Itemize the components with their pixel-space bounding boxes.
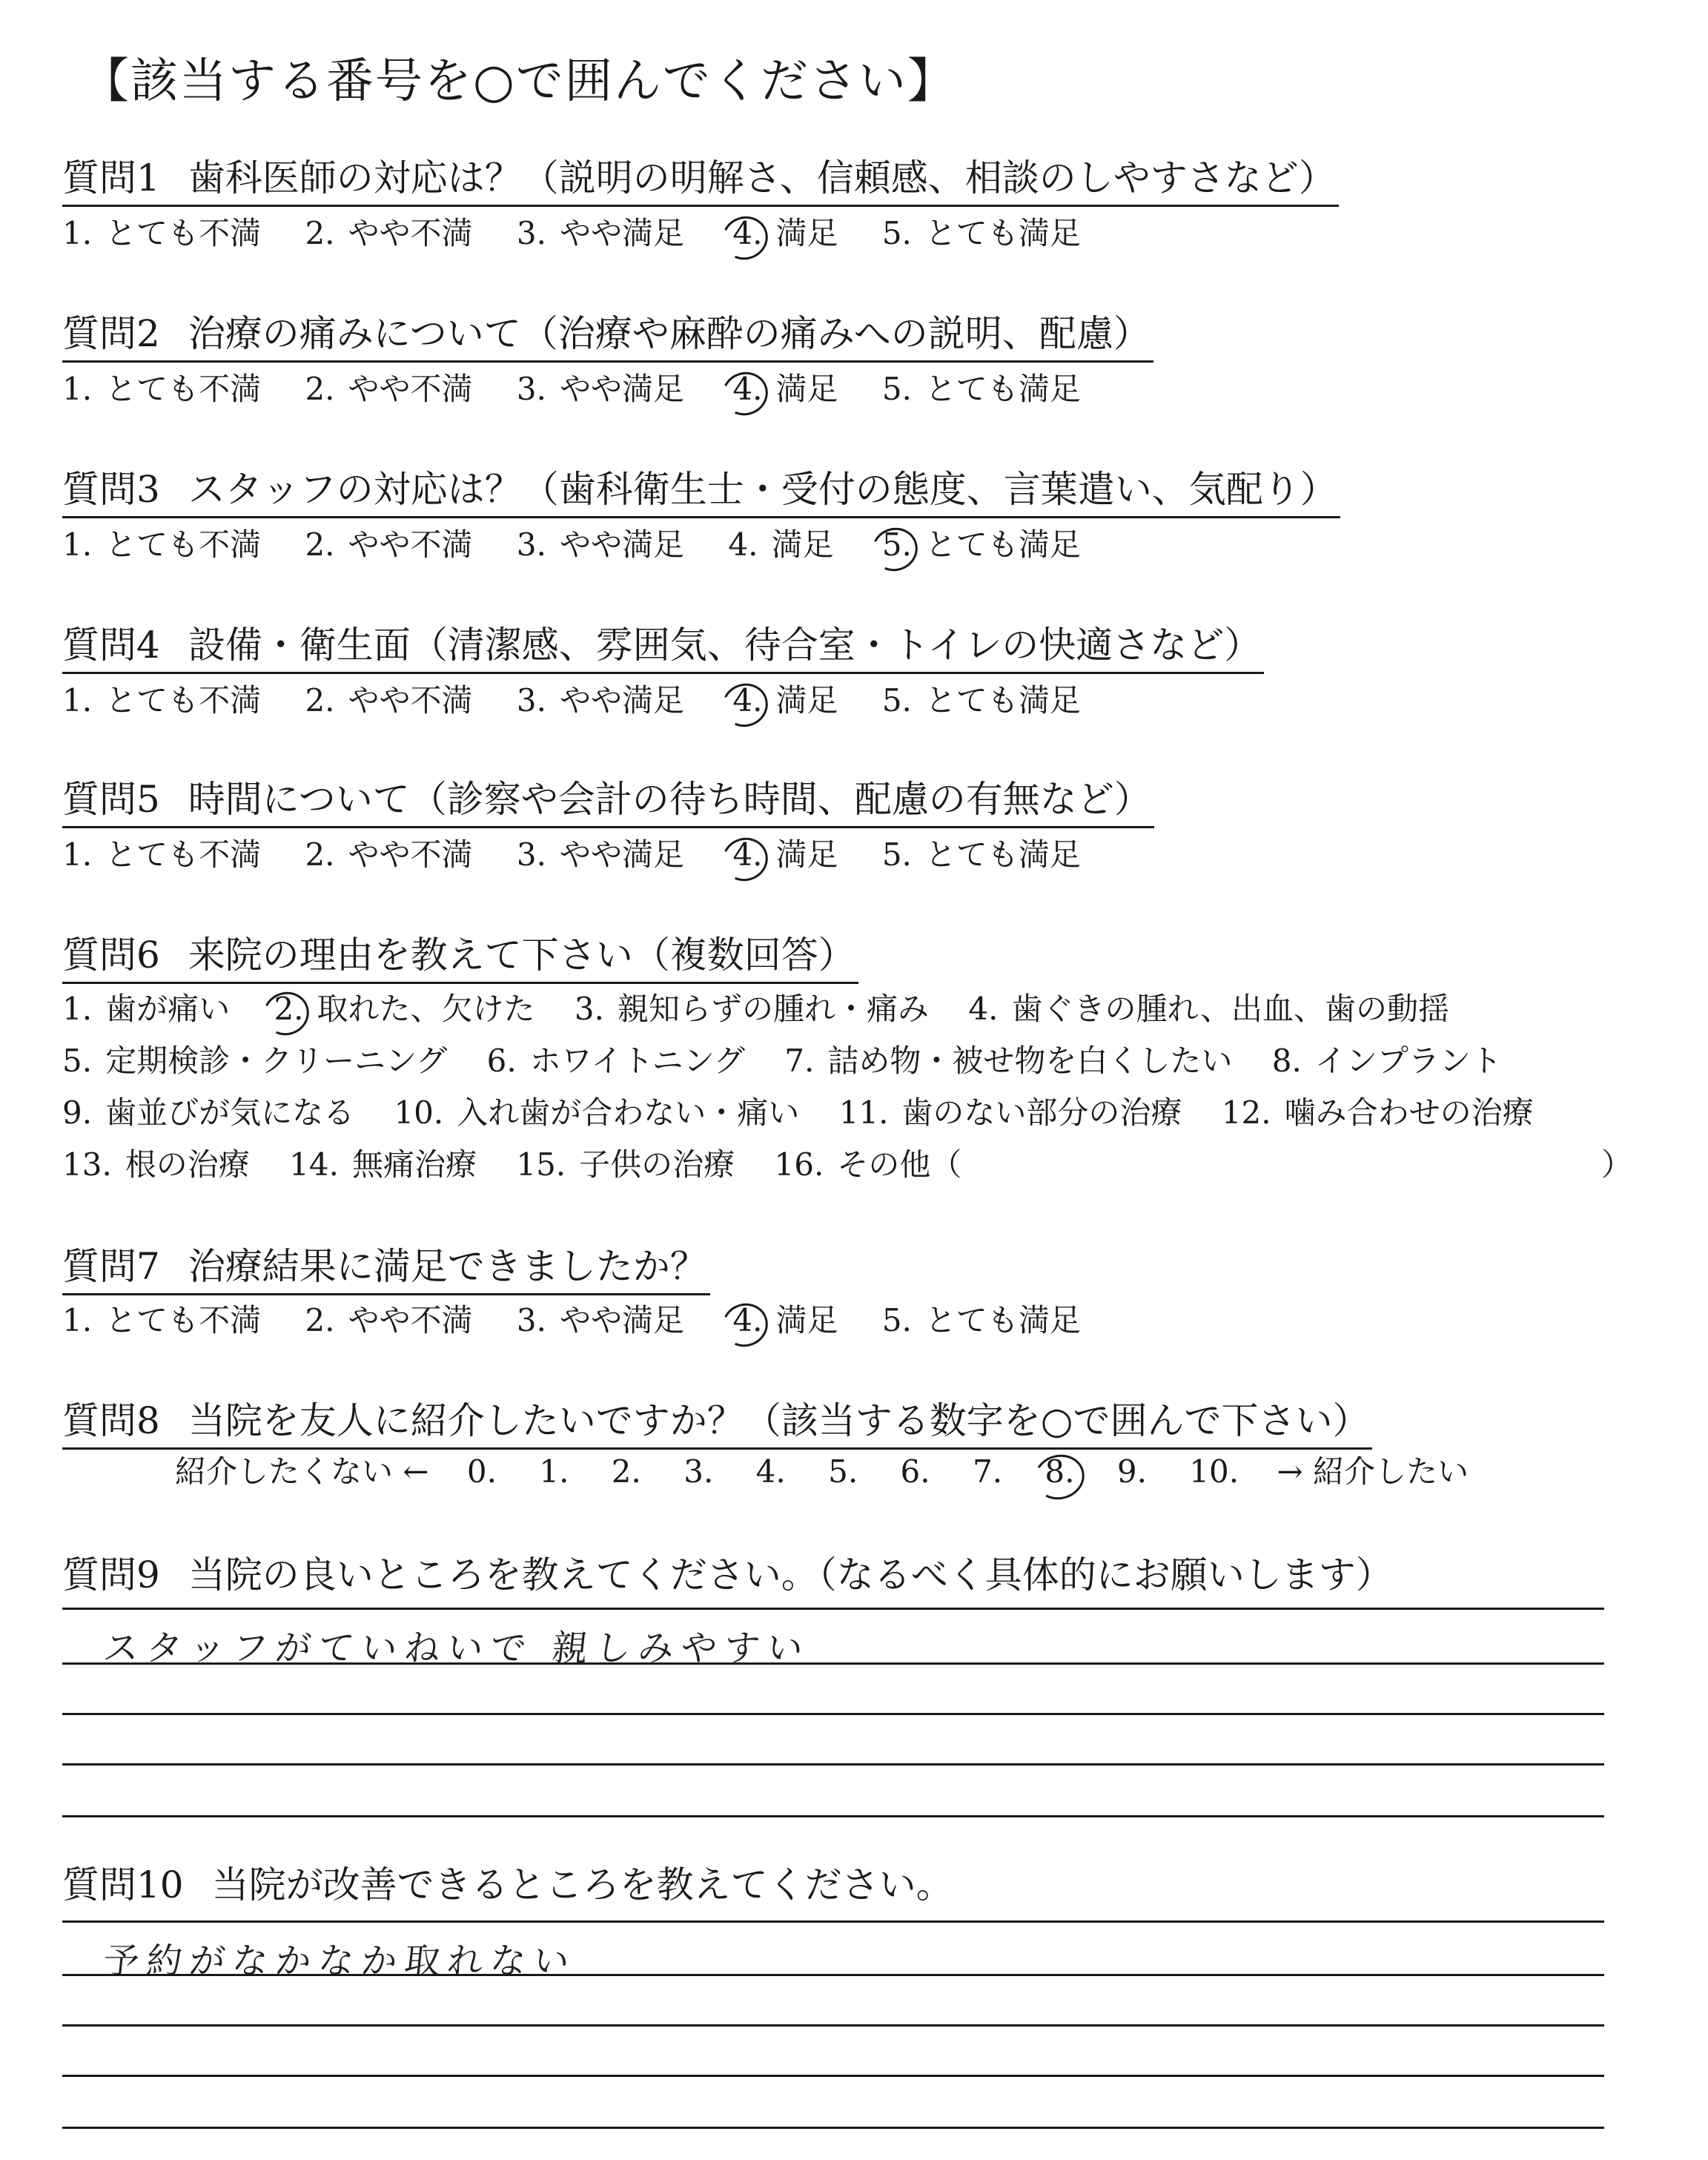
- question-8-title: [62, 1391, 1372, 1450]
- q4-option-3[interactable]: [517, 676, 684, 721]
- question-6-row-4: [62, 1140, 991, 1185]
- option-number: 3.: [516, 526, 546, 563]
- option-label: とても満足: [924, 371, 1081, 407]
- option-label: やや満足: [559, 836, 684, 873]
- q6-option-12[interactable]: [1222, 1089, 1534, 1133]
- option-label: やや不満: [348, 1302, 473, 1338]
- q4-option-2[interactable]: [305, 676, 472, 721]
- option-number: 14.: [289, 1146, 339, 1183]
- q1-option-2[interactable]: [305, 209, 472, 254]
- option-label: 定期検診・クリーニング: [105, 1043, 448, 1079]
- scale-2[interactable]: 2.: [611, 1453, 641, 1490]
- q6-option-3[interactable]: [575, 985, 929, 1029]
- question-5-options: [62, 830, 1115, 875]
- question-6-text: 来院の理由を教えて下さい（複数回答）: [188, 934, 855, 977]
- q6-option-4[interactable]: [968, 985, 1449, 1029]
- option-label: とても満足: [924, 1302, 1081, 1338]
- recommend-scale: [163, 1447, 1480, 1492]
- option-number: 2.: [305, 526, 335, 563]
- scale-0[interactable]: 0.: [466, 1453, 497, 1490]
- option-label: 根の治療: [125, 1146, 250, 1183]
- question-1-options: [62, 209, 1115, 254]
- option-label: やや満足: [559, 682, 684, 719]
- q3-option-5-circled[interactable]: [878, 521, 1081, 565]
- scale-9[interactable]: 9.: [1116, 1453, 1147, 1490]
- option-label: とても不満: [105, 526, 262, 563]
- q7-option-5[interactable]: [882, 1296, 1081, 1341]
- question-7-text: 治療結果に満足できましたか？: [188, 1245, 707, 1288]
- option-number: 10.: [394, 1094, 444, 1131]
- question-6-row-2: [62, 1037, 1532, 1081]
- option-number: 5.: [881, 215, 912, 251]
- option-label: 詰め物・被せ物を白くしたい: [827, 1043, 1233, 1079]
- scale-left-label: 紹介したくない ←: [175, 1453, 429, 1490]
- option-label: 取れた、欠けた: [317, 991, 535, 1027]
- q1-option-4-circled[interactable]: [728, 209, 838, 254]
- option-label: 満足: [775, 371, 838, 407]
- option-number: 13.: [62, 1146, 112, 1183]
- option-label: 歯並びが気になる: [105, 1094, 355, 1131]
- option-label: やや満足: [559, 526, 684, 563]
- q9-handwritten-answer[interactable]: スタッフがていねいで 親しみやすい: [101, 1628, 812, 1669]
- option-number: 5.: [881, 682, 912, 719]
- q6-option-15[interactable]: [516, 1140, 735, 1185]
- question-7-options: [62, 1296, 1115, 1341]
- option-label: 歯のない部分の治療: [901, 1094, 1182, 1131]
- question-1-label: 質問1: [62, 156, 160, 199]
- option-number: 9.: [62, 1094, 93, 1131]
- option-number: 4.: [732, 215, 763, 251]
- q6-option-1[interactable]: [62, 985, 230, 1029]
- option-label: やや不満: [348, 371, 473, 407]
- option-number: 2.: [305, 371, 335, 407]
- option-number: 5.: [881, 526, 912, 563]
- question-4-label: 質問4: [62, 624, 160, 667]
- q1-option-3[interactable]: [517, 209, 684, 254]
- q2-option-1[interactable]: [62, 365, 261, 409]
- option-label: 満足: [775, 1302, 838, 1338]
- q6-option-14[interactable]: [289, 1140, 477, 1185]
- option-label: 入れ歯が合わない・痛い: [457, 1094, 800, 1131]
- scale-7[interactable]: 7.: [972, 1453, 1003, 1490]
- question-5-text: 時間について（診察や会計の待ち時間、配慮の有無など）: [188, 778, 1151, 821]
- question-3-label: 質問3: [62, 468, 160, 511]
- option-number: 6.: [486, 1043, 517, 1079]
- scale-5[interactable]: 5.: [828, 1453, 858, 1490]
- option-label: 満足: [775, 682, 838, 719]
- question-6-row-1: [62, 985, 1479, 1029]
- option-label: とても満足: [924, 682, 1081, 719]
- option-label: とても満足: [924, 836, 1081, 873]
- option-label: その他（: [837, 1146, 962, 1183]
- question-3-text: スタッフの対応は？（歯科衛生士・受付の態度、言葉遣い、気配り）: [188, 468, 1337, 511]
- q5-option-3[interactable]: [517, 830, 684, 875]
- option-number: 4.: [732, 1302, 763, 1338]
- q6-other-close-paren: ）: [1601, 1146, 1633, 1183]
- question-1-text: 歯科医師の対応は？（説明の明解さ、信頼感、相談のしやすさなど）: [188, 156, 1336, 199]
- scale-8-circled[interactable]: 8.: [1045, 1453, 1075, 1490]
- option-number: 2.: [274, 991, 304, 1027]
- option-number: 4.: [732, 836, 763, 873]
- q9-answer-line-4: [62, 1763, 1604, 1766]
- option-label: とても不満: [105, 682, 262, 719]
- q2-option-4-circled[interactable]: [728, 365, 838, 409]
- option-number: 2.: [305, 215, 335, 251]
- q7-option-2[interactable]: [305, 1296, 472, 1341]
- question-2-text: 治療の痛みについて（治療や麻酔の痛みへの説明、配慮）: [188, 312, 1151, 355]
- option-number: 16.: [774, 1146, 824, 1183]
- q4-option-1[interactable]: [62, 676, 261, 721]
- option-label: とても満足: [924, 526, 1081, 563]
- q3-option-1[interactable]: [62, 521, 261, 565]
- question-5-label: 質問5: [62, 778, 160, 821]
- scale-6[interactable]: 6.: [900, 1453, 930, 1490]
- q10-answer-line-4: [62, 2075, 1604, 2077]
- option-number: 4.: [732, 682, 763, 719]
- question-10-label: 質問10: [62, 1863, 184, 1906]
- option-number: 2.: [305, 1302, 335, 1338]
- q6-option-7[interactable]: [784, 1037, 1232, 1081]
- q7-option-3[interactable]: [517, 1296, 684, 1341]
- q5-option-1[interactable]: [62, 830, 261, 875]
- option-label: 噛み合わせの治療: [1284, 1094, 1534, 1131]
- question-6-title: [62, 925, 858, 984]
- option-label: やや不満: [348, 836, 473, 873]
- q1-option-5[interactable]: [882, 209, 1081, 254]
- option-number: 1.: [62, 371, 93, 407]
- option-label: 歯ぐきの腫れ、出血、歯の動揺: [1011, 991, 1449, 1027]
- option-number: 5.: [62, 1043, 93, 1079]
- option-number: 3.: [516, 215, 546, 251]
- q6-option-5[interactable]: [62, 1037, 447, 1081]
- option-label: やや不満: [348, 682, 473, 719]
- option-label: とても不満: [105, 371, 262, 407]
- option-label: やや満足: [559, 215, 684, 251]
- q9-answer-line-3: [62, 1713, 1604, 1715]
- q3-option-4[interactable]: [728, 521, 833, 565]
- q6-option-11[interactable]: [839, 1089, 1182, 1133]
- option-number: 3.: [516, 1302, 546, 1338]
- scale-10[interactable]: 10.: [1189, 1453, 1239, 1490]
- option-label: 満足: [775, 836, 838, 873]
- option-number: 5.: [881, 1302, 912, 1338]
- option-label: 親知らずの腫れ・痛み: [617, 991, 929, 1027]
- option-number: 4.: [732, 371, 763, 407]
- q5-option-2[interactable]: [305, 830, 472, 875]
- question-7-label: 質問7: [62, 1245, 160, 1288]
- option-label: とても不満: [105, 1302, 262, 1338]
- option-label: 歯が痛い: [105, 991, 231, 1027]
- option-label: やや不満: [348, 526, 473, 563]
- q7-option-1[interactable]: [62, 1296, 261, 1341]
- question-10-text: 当院が改善できるところを教えてください。: [211, 1863, 953, 1906]
- scale-right-label: → 紹介したい: [1277, 1453, 1469, 1490]
- option-label: とても満足: [924, 215, 1081, 251]
- q2-option-2[interactable]: [305, 365, 472, 409]
- question-4-text: 設備・衛生面（清潔感、雰囲気、待合室・トイレの快適さなど）: [188, 624, 1262, 667]
- option-number: 4.: [728, 526, 758, 563]
- option-number: 5.: [881, 836, 912, 873]
- q9-answer-line-1: [62, 1608, 1604, 1610]
- option-label: とても不満: [105, 215, 262, 251]
- q6-option-8[interactable]: [1272, 1037, 1502, 1081]
- q10-answer-line-2: [62, 1974, 1604, 1976]
- q2-option-5[interactable]: [882, 365, 1081, 409]
- scale-1[interactable]: 1.: [539, 1453, 569, 1490]
- option-number: 11.: [838, 1094, 889, 1131]
- question-7-title: [62, 1237, 710, 1295]
- q3-option-2[interactable]: [305, 521, 472, 565]
- q3-option-3[interactable]: [517, 521, 684, 565]
- q1-option-1[interactable]: [62, 209, 261, 254]
- question-6-row-3: [62, 1089, 1563, 1133]
- option-label: 子供の治療: [579, 1146, 735, 1183]
- option-number: 1.: [62, 682, 93, 719]
- scale-3[interactable]: 3.: [683, 1453, 714, 1490]
- question-2-label: 質問2: [62, 312, 160, 355]
- option-number: 8.: [1271, 1043, 1302, 1079]
- q9-answer-line-2: [62, 1662, 1604, 1665]
- q10-answer-line-3: [62, 2024, 1604, 2027]
- option-number: 3.: [516, 682, 546, 719]
- option-number: 1.: [62, 836, 93, 873]
- question-1-title: [62, 148, 1339, 207]
- option-number: 1.: [62, 1302, 93, 1338]
- scale-4[interactable]: 4.: [755, 1453, 786, 1490]
- option-number: 5.: [881, 371, 912, 407]
- q5-option-5[interactable]: [882, 830, 1081, 875]
- q2-option-3[interactable]: [517, 365, 684, 409]
- option-number: 3.: [574, 991, 604, 1027]
- option-number: 12.: [1221, 1094, 1271, 1131]
- q7-option-4-circled[interactable]: [728, 1296, 838, 1341]
- option-label: とても不満: [105, 836, 262, 873]
- question-9-text: 当院の良いところを教えてください。（なるべく具体的にお願いします）: [188, 1553, 1393, 1596]
- option-label: 無痛治療: [351, 1146, 477, 1183]
- form-header: 【該当する番号を○で囲んでください】: [82, 54, 956, 109]
- option-number: 1.: [62, 991, 93, 1027]
- q10-answer-line-5: [62, 2127, 1604, 2129]
- question-4-title: [62, 615, 1264, 674]
- question-10-title: [62, 1855, 953, 1909]
- q4-option-4-circled[interactable]: [728, 676, 838, 721]
- question-6-label: 質問6: [62, 934, 160, 977]
- option-label: やや満足: [559, 1302, 684, 1338]
- option-number: 15.: [516, 1146, 566, 1183]
- option-label: やや不満: [348, 215, 473, 251]
- question-3-options: [62, 521, 1115, 565]
- option-number: 4.: [968, 991, 999, 1027]
- option-label: インプラント: [1314, 1043, 1502, 1079]
- question-2-options: [62, 365, 1115, 409]
- q6-option-10[interactable]: [394, 1089, 799, 1133]
- option-number: 3.: [516, 371, 546, 407]
- q4-option-5[interactable]: [882, 676, 1081, 721]
- q9-answer-line-5: [62, 1815, 1604, 1817]
- option-number: 2.: [305, 682, 335, 719]
- q10-handwritten-answer[interactable]: 予約がなかなか取れない: [101, 1941, 579, 1982]
- question-9-title: [62, 1545, 1393, 1599]
- q6-option-13[interactable]: [62, 1140, 250, 1185]
- q10-answer-line-1: [62, 1920, 1604, 1923]
- q5-option-4-circled[interactable]: [728, 830, 838, 875]
- q6-option-6[interactable]: [487, 1037, 745, 1081]
- question-3-title: [62, 460, 1340, 518]
- q6-option-9[interactable]: [62, 1089, 354, 1133]
- question-5-title: [62, 770, 1154, 828]
- q6-option-2-circled[interactable]: [269, 985, 534, 1029]
- option-label: ホワイトニング: [529, 1043, 745, 1079]
- option-label: やや満足: [559, 371, 684, 407]
- option-number: 3.: [516, 836, 546, 873]
- option-number: 7.: [784, 1043, 815, 1079]
- question-8-text: 当院を友人に紹介したいですか？（該当する数字を○で囲んで下さい）: [188, 1399, 1370, 1442]
- option-label: 満足: [771, 526, 834, 563]
- question-9-label: 質問9: [62, 1553, 160, 1596]
- question-2-title: [62, 304, 1153, 363]
- option-number: 2.: [305, 836, 335, 873]
- question-4-options: [62, 676, 1115, 721]
- option-label: 満足: [775, 215, 838, 251]
- option-number: 1.: [62, 526, 93, 563]
- q6-option-16[interactable]: [775, 1140, 962, 1185]
- question-8-label: 質問8: [62, 1399, 160, 1442]
- option-number: 1.: [62, 215, 93, 251]
